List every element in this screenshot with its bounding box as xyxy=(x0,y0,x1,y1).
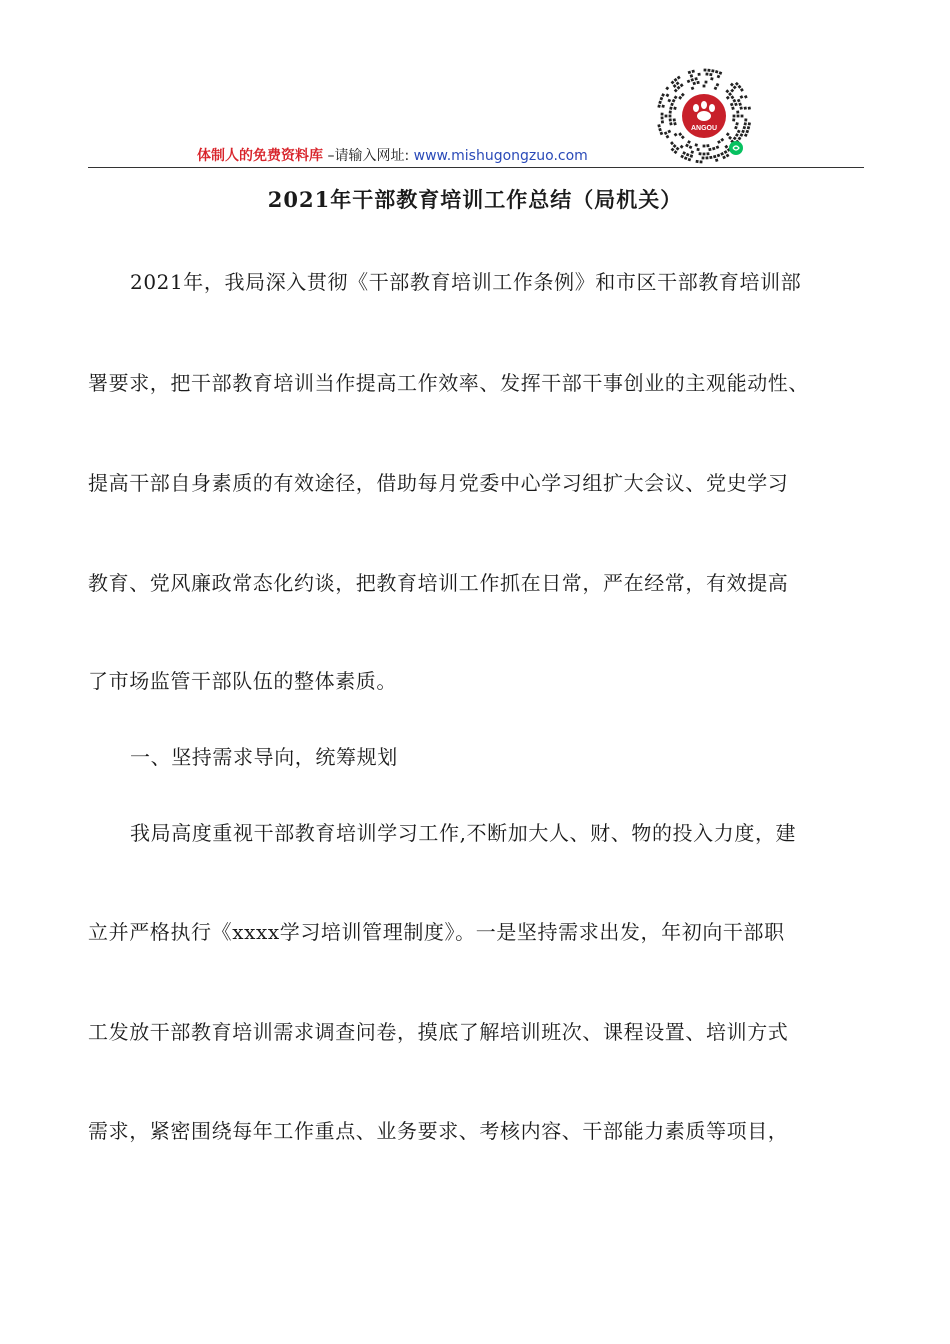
body-line: 提高干部自身素质的有效途径，借助每月党委中心学习组扩大会议、党史学习 xyxy=(88,471,789,495)
qr-code-logo xyxy=(656,68,752,164)
header-prompt: –请输入网址: xyxy=(327,148,410,164)
body-line: 教育、党风廉政常态化约谈，把教育培训工作抓在日常，严在经常，有效提高 xyxy=(88,571,789,595)
header-url-link[interactable]: www.mishugongzuo.com xyxy=(413,148,588,164)
body-line: 2021年，我局深入贯彻《干部教育培训工作条例》和市区干部教育培训部 xyxy=(130,270,802,294)
document-title: 2021年干部教育培训工作总结（局机关） xyxy=(267,187,683,212)
header-divider xyxy=(88,167,864,168)
body-line: 署要求，把干部教育培训当作提高工作效率、发挥干部干事创业的主观能动性、 xyxy=(88,371,809,395)
body-line: 我局高度重视干部教育培训学习工作,不断加大人、财、物的投入力度，建 xyxy=(130,821,797,845)
header-banner xyxy=(197,145,588,165)
qr-badge-text: ANGOU xyxy=(690,125,718,132)
section-heading: 一、坚持需求导向，统筹规划 xyxy=(130,745,398,769)
body-line: 需求，紧密围绕每年工作重点、业务要求、考核内容、干部能力素质等项目， xyxy=(88,1119,789,1143)
body-line: 工发放干部教育培训需求调查问卷，摸底了解培训班次、课程设置、培训方式 xyxy=(88,1020,789,1044)
body-line: 了市场监管干部队伍的整体素质。 xyxy=(88,669,397,693)
wechat-mini-icon xyxy=(729,141,743,155)
header-brand: 体制人的免费资料库 xyxy=(197,148,323,164)
body-line: 立并严格执行《xxxx学习培训管理制度》。一是坚持需求出发，年初向干部职 xyxy=(88,920,785,944)
